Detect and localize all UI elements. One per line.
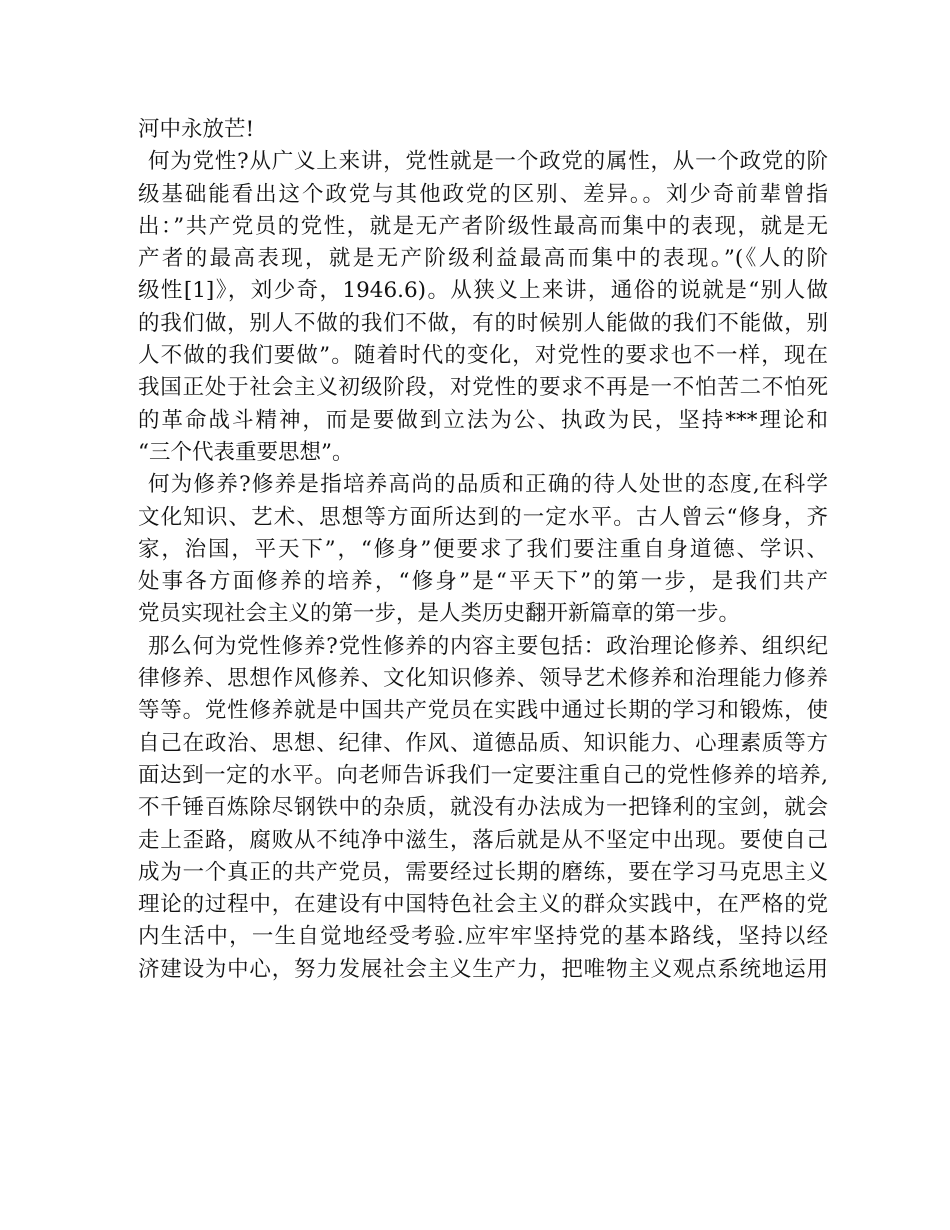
text-line: 何为修养?修养是指培养高尚的品质和正确的待人处世的态度,在科学 xyxy=(148,472,828,498)
text-line: 级基础能看出这个政党与其他政党的区别、差异。。刘少奇前辈曾指 xyxy=(138,181,828,207)
text-line: 律修养、思想作风修养、文化知识修养、领导艺术修养和治理能力修养 xyxy=(138,666,828,692)
text-line: 河中永放芒! xyxy=(138,117,255,142)
text-line: 人不做的我们要做”。随着时代的变化，对党性的要求也不一样，现在 xyxy=(138,343,828,369)
text-line: 不千锤百炼除尽钢铁中的杂质，就没有办法成为一把锋利的宝剑，就会 xyxy=(138,795,828,821)
text-line: 党员实现社会主义的第一步，是人类历史翻开新篇章的第一步。 xyxy=(138,601,741,627)
text-line: 理论的过程中，在建设有中国特色社会主义的群众实践中，在严格的党 xyxy=(138,892,828,918)
text-line: 我国正处于社会主义初级阶段，对党性的要求不再是一不怕苦二不怕死 xyxy=(138,375,828,401)
text-line: 家，治国，平天下”，“修身”便要求了我们要注重自身道德、学识、 xyxy=(138,536,828,562)
text-line: 的革命战斗精神，而是要做到立法为公、执政为民，坚持***理论和 xyxy=(138,407,828,433)
text-line: 走上歪路，腐败从不纯净中滋生，落后就是从不坚定中出现。要使自己 xyxy=(138,827,828,853)
text-line: 文化知识、艺术、思想等方面所达到的一定水平。古人曾云“修身，齐 xyxy=(138,504,828,530)
text-line: 产者的最高表现，就是无产阶级利益最高而集中的表现。”(《人的阶 xyxy=(138,246,828,272)
text-line: 出：”共产党员的党性，就是无产者阶级性最高而集中的表现，就是无 xyxy=(138,213,828,239)
text-line: 处事各方面修养的培养，“修身”是“平天下”的第一步，是我们共产 xyxy=(138,569,828,595)
text-line: 成为一个真正的共产党员，需要经过长期的磨练，要在学习马克思主义 xyxy=(138,859,828,885)
body-text xyxy=(138,114,828,986)
text-line: “三个代表重要思想”。 xyxy=(138,439,354,465)
text-line: 那么何为党性修养?党性修养的内容主要包括：政治理论修养、组织纪 xyxy=(148,633,828,659)
text-line: 何为党性?从广义上来讲，党性就是一个政党的属性，从一个政党的阶 xyxy=(148,149,828,175)
text-line: 内生活中，一生自觉地经受考验.应牢牢坚持党的基本路线，坚持以经 xyxy=(138,924,828,950)
text-line: 济建设为中心，努力发展社会主义生产力，把唯物主义观点系统地运用 xyxy=(138,956,828,982)
text-line: 级性[1]》，刘少奇，1946.6)。从狭义上来讲，通俗的说就是“别人做 xyxy=(138,278,828,304)
text-line: 自己在政治、思想、纪律、作风、道德品质、知识能力、心理素质等方 xyxy=(138,730,828,756)
text-line: 的我们做，别人不做的我们不做，有的时候别人能做的我们不能做，别 xyxy=(138,310,828,336)
text-line: 等等。党性修养就是中国共产党员在实践中通过长期的学习和锻炼，使 xyxy=(138,698,828,724)
text-line: 面达到一定的水平。向老师告诉我们一定要注重自己的党性修养的培养, xyxy=(138,762,828,788)
